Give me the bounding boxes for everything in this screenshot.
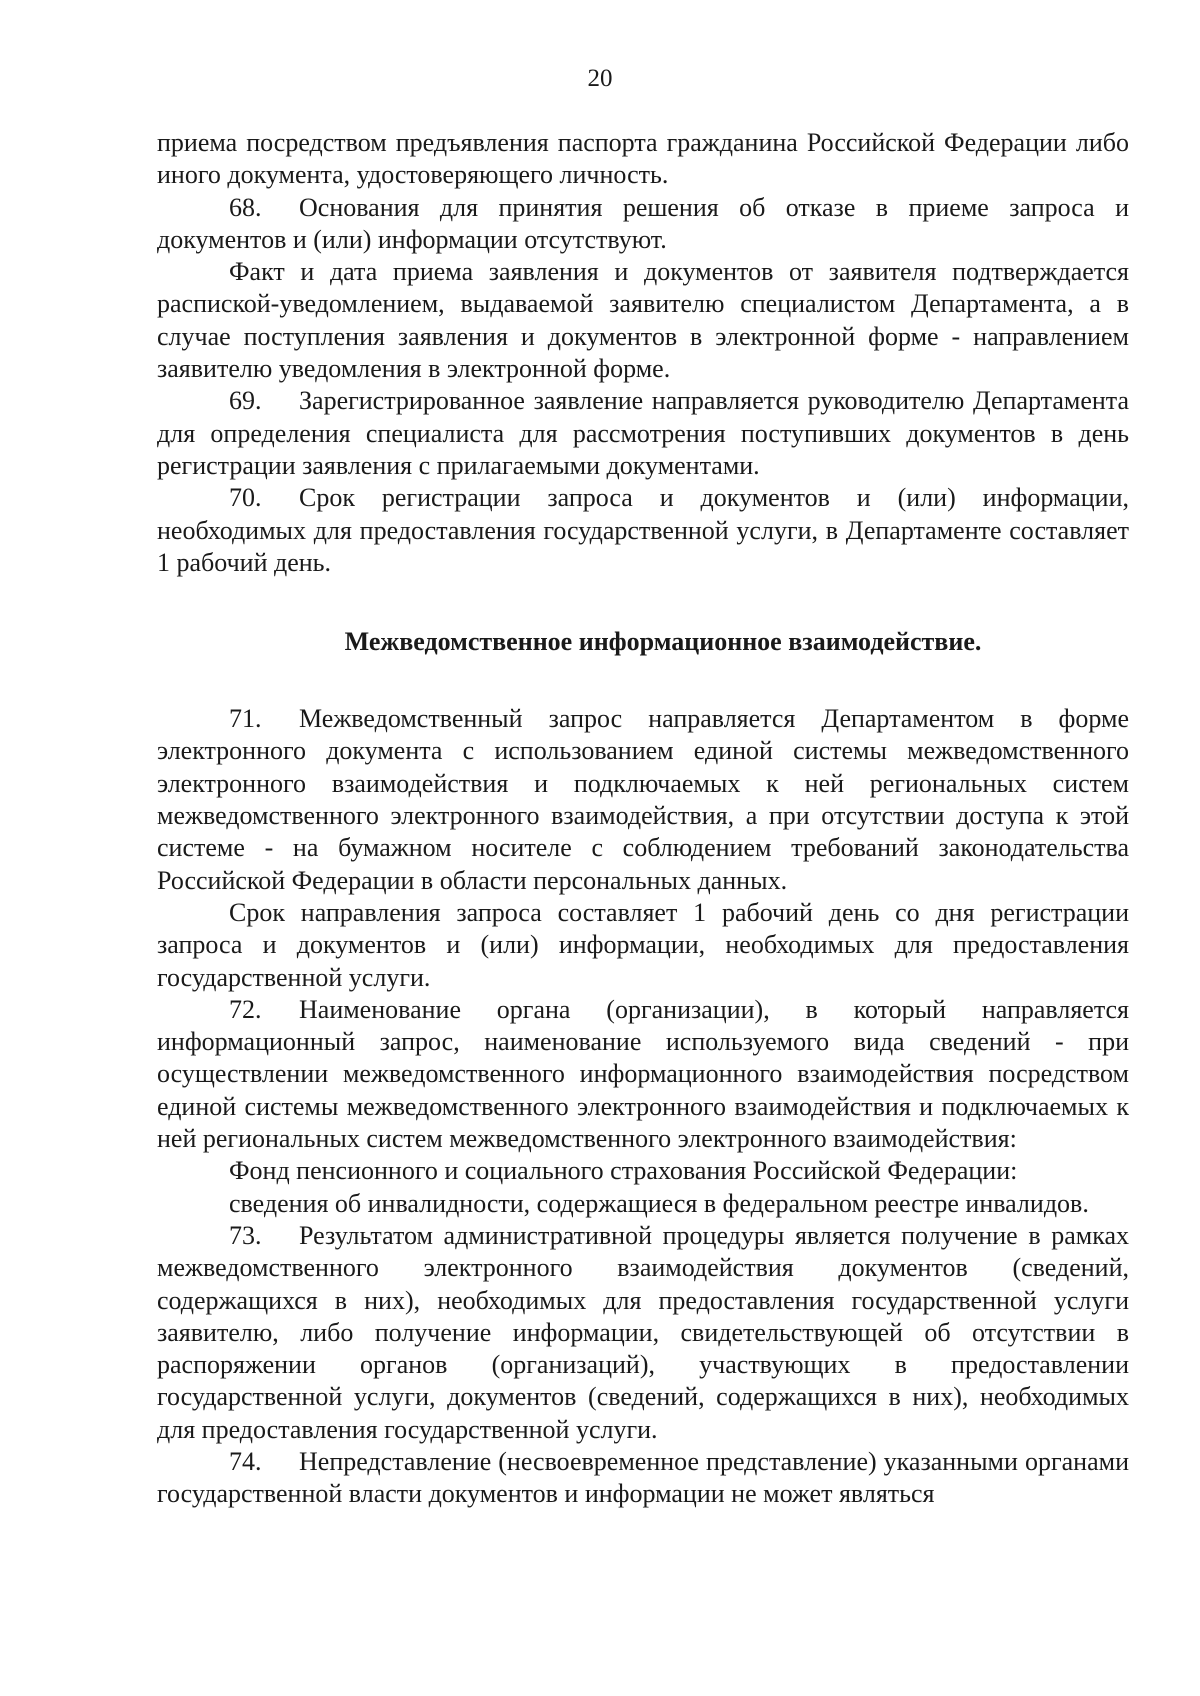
- paragraph-text: Результатом административной процедуры является получение в рамках межведомственного электронного взаимодействия документов (сведений, содержащихся в них), необходимых для предоставления государственной услуги заявителю, либо получение информации, свидетельствующей об отсутствии в распоряжении органов (организаций), участвующих в предоставлении государственной услуги, документов (сведений, содержащихся в них), необходимых для предоставления государственной услуги.: [157, 1220, 1129, 1444]
- paragraph-69: [157, 385, 1129, 482]
- document-body: [157, 127, 1129, 1511]
- paragraph-text: Основания для принятия решения об отказе в приеме запроса и документов и (или) информации отсутствуют.: [157, 192, 1129, 254]
- paragraph-73: [157, 1220, 1129, 1446]
- paragraph-fund: [157, 1155, 1129, 1187]
- paragraph-text: Наименование органа (организации), в который направляется информационный запрос, наименование используемого вида сведений - при осуществлении межведомственного информационного взаимодействия посредством единой системы межведомственного электронного взаимодействия и подключаемых к ней региональных систем межведомственного электронного взаимодействия:: [157, 994, 1129, 1154]
- paragraph-text: Срок направления запроса составляет 1 рабочий день со дня регистрации запроса и документов и (или) информации, необходимых для предоставления государственной услуги.: [157, 897, 1129, 992]
- paragraph-72: [157, 994, 1129, 1155]
- paragraph-continuation: [157, 127, 1129, 192]
- paragraph-text: Факт и дата приема заявления и документов от заявителя подтверждается распиской-уведомлением, выдаваемой заявителю специалистом Департамента, а в случае поступления заявления и документов в электронной форме - направлением заявителю уведомления в электронной форме.: [157, 257, 1129, 384]
- paragraph-number: 69.: [229, 386, 262, 416]
- paragraph-text: Межведомственный запрос направляется Департаментом в форме электронного документа с использованием единой системы межведомственного электронного взаимодействия и подключаемых к ней региональных систем межведомственного электронного взаимодействия, а при отсутствии доступа к этой системе - на бумажном носителе с соблюдением требований законодательства Российской Федерации в области персональных данных.: [157, 704, 1129, 895]
- paragraph-text: Непредставление (несвоевременное представление) указанными органами государственной власти документов и информации не может являться: [157, 1446, 1129, 1509]
- paragraph-74: [157, 1446, 1129, 1511]
- paragraph-71: [157, 703, 1129, 897]
- paragraph-number: 68.: [229, 192, 262, 222]
- paragraph-text: приема посредством предъявления паспорта гражданина Российской Федерации либо иного документа, удостоверяющего личность.: [157, 128, 1129, 190]
- paragraph-text: Зарегистрированное заявление направляется руководителю Департамента для определения специалиста для рассмотрения поступивших документов в день регистрации заявления с прилагаемыми документами.: [157, 386, 1129, 480]
- paragraph-68: [157, 192, 1129, 257]
- paragraph-text: сведения об инвалидности, содержащиеся в федеральном реестре инвалидов.: [229, 1188, 1089, 1218]
- page-number: 20: [587, 65, 613, 92]
- paragraph-request-term: [157, 897, 1129, 994]
- paragraph-number: 72.: [229, 994, 262, 1024]
- paragraph-text: Срок регистрации запроса и документов и (или) информации, необходимых для предоставления государственной услуги, в Департаменте составляет 1 рабочий день.: [157, 483, 1129, 577]
- section-heading: Межведомственное информационное взаимодействие.: [344, 627, 982, 657]
- paragraph-number: 74.: [229, 1446, 262, 1476]
- paragraph-fact: [157, 256, 1129, 385]
- paragraph-number: 70.: [229, 483, 262, 513]
- paragraph-text: Фонд пенсионного и социального страхования Российской Федерации:: [229, 1156, 1018, 1186]
- paragraph-disability-info: [157, 1188, 1129, 1220]
- paragraph-number: 73.: [229, 1220, 262, 1250]
- paragraph-70: [157, 482, 1129, 579]
- paragraph-number: 71.: [229, 704, 262, 734]
